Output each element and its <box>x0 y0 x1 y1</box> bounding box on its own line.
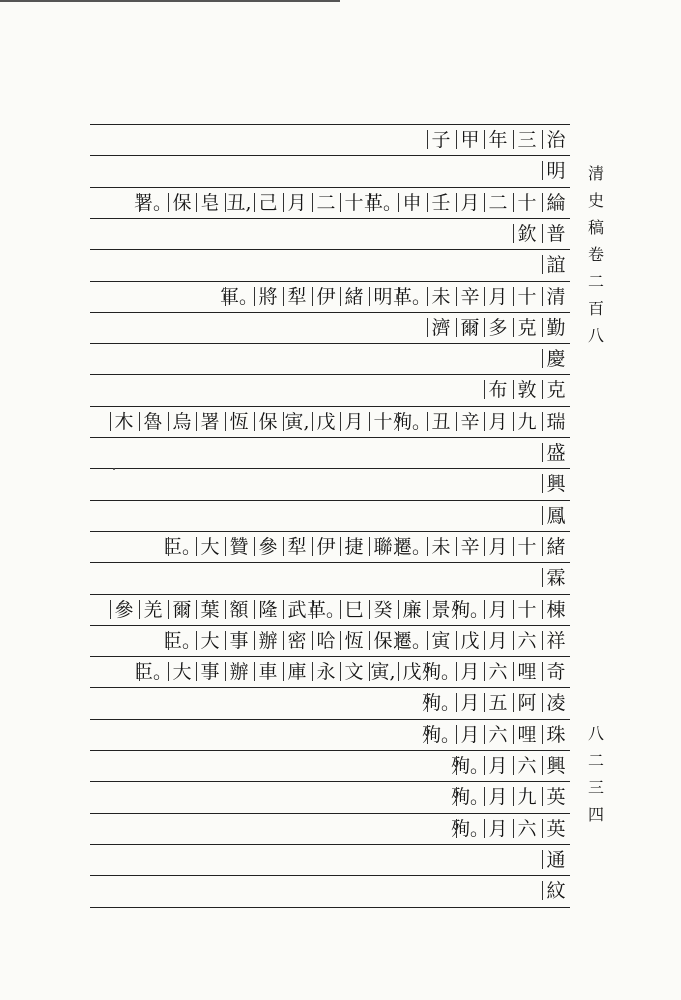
table-cell: 木 <box>110 410 138 434</box>
table-cell: 殉。 <box>422 723 461 746</box>
table-cell: 殉。 <box>393 410 432 433</box>
table-cell: 綸 <box>542 191 570 215</box>
table-cell: 殉。 <box>451 785 490 808</box>
table-cell: 六 <box>513 754 541 778</box>
table-row <box>90 598 570 622</box>
table-cell: 九 <box>513 410 541 434</box>
table-cell: 十 <box>340 191 368 215</box>
table-row <box>90 723 570 747</box>
table-cell: 犁 <box>283 285 311 309</box>
row-rule <box>90 813 570 814</box>
table-cell: 英 <box>542 785 570 809</box>
table-cell: 紋 <box>542 879 570 903</box>
table-row <box>90 441 570 465</box>
table-cell: 車 <box>254 660 282 684</box>
row-rule <box>90 343 570 344</box>
table-cell: 敦 <box>513 378 541 402</box>
row-rule <box>90 124 570 125</box>
table-cell: 密 <box>283 629 311 653</box>
table-cell: 伊 <box>312 535 340 559</box>
table-cell: 辛 <box>456 410 484 434</box>
row-rule <box>90 374 570 375</box>
table-cell: 慶 <box>542 347 570 371</box>
table-row <box>90 285 570 309</box>
table-cell: 大 <box>196 629 224 653</box>
table-cell: 緒 <box>542 535 570 559</box>
table-cell: 月 <box>456 723 484 747</box>
table-cell: 丑, <box>226 191 252 214</box>
row-rule <box>90 781 570 782</box>
official-roster-table <box>90 124 570 908</box>
table-cell: 子 <box>427 128 455 152</box>
table-cell: 清 <box>542 285 570 309</box>
table-cell: 保 <box>254 410 282 434</box>
table-cell: 戊 <box>456 629 484 653</box>
table-cell: 月 <box>484 754 512 778</box>
table-cell: 隆 <box>254 598 282 622</box>
table-cell: 十 <box>513 191 541 215</box>
table-cell: 月 <box>456 691 484 715</box>
table-cell: 大 <box>196 535 224 559</box>
row-rule <box>90 687 570 688</box>
table-cell: 珠 <box>542 723 570 747</box>
table-cell: 戊 <box>312 410 340 434</box>
table-cell: 癸 <box>369 598 397 622</box>
table-row <box>90 378 570 402</box>
table-cell: 殉。 <box>451 598 490 621</box>
table-cell: 阿 <box>513 691 541 715</box>
table-cell: 恆 <box>340 629 368 653</box>
table-cell: 辛 <box>456 285 484 309</box>
table-cell: 月 <box>456 191 484 215</box>
table-cell: 二 <box>312 191 340 215</box>
table-cell: 治 <box>542 128 570 152</box>
table-cell: 臣。 <box>163 629 202 652</box>
table-cell: 參 <box>254 535 282 559</box>
table-cell: 緒 <box>340 285 368 309</box>
table-cell: 克 <box>513 316 541 340</box>
table-cell: 哈 <box>312 629 340 653</box>
table-cell: 英 <box>542 817 570 841</box>
table-cell: 興 <box>542 472 570 496</box>
row-rule <box>90 844 570 845</box>
table-row <box>90 691 570 715</box>
table-cell: 文 <box>340 660 368 684</box>
row-rule <box>90 656 570 657</box>
table-cell: 辦 <box>254 629 282 653</box>
table-cell: 革。 <box>364 191 403 214</box>
table-row <box>90 191 570 215</box>
table-cell: 魯 <box>139 410 167 434</box>
table-cell: 將 <box>254 285 282 309</box>
table-cell: 奇 <box>542 660 570 684</box>
table-cell: 署 <box>196 410 224 434</box>
row-rule <box>90 249 570 250</box>
table-row <box>90 879 570 903</box>
table-cell: 十 <box>513 285 541 309</box>
table-cell: 申 <box>398 191 426 215</box>
table-cell: 月 <box>484 535 512 559</box>
table-cell: 通 <box>542 848 570 872</box>
table-cell: 凌 <box>542 691 570 715</box>
table-cell: 月 <box>484 629 512 653</box>
table-cell: 壬 <box>427 191 455 215</box>
table-cell: 十 <box>513 598 541 622</box>
table-cell: 明 <box>369 285 397 309</box>
table-row <box>90 253 570 277</box>
row-rule <box>90 594 570 595</box>
table-row <box>90 410 570 434</box>
table-cell: 永 <box>312 660 340 684</box>
table-cell: 爾 <box>168 598 196 622</box>
table-row <box>90 316 570 340</box>
table-cell: 五 <box>484 691 512 715</box>
table-cell: 犁 <box>283 535 311 559</box>
page-number: 八 二 三 四 <box>587 724 604 824</box>
row-rule <box>90 155 570 156</box>
table-cell: 月 <box>484 598 512 622</box>
table-cell: 丑 <box>427 410 455 434</box>
table-cell: 皂 <box>196 191 224 215</box>
table-cell: 臣。 <box>134 660 173 683</box>
table-cell: 景 <box>427 598 455 622</box>
table-row <box>90 472 570 496</box>
table-cell: 勤 <box>542 316 570 340</box>
table-cell: 六 <box>513 817 541 841</box>
table-cell: 月 <box>484 285 512 309</box>
table-cell: 羌 <box>139 598 167 622</box>
table-row <box>90 504 570 528</box>
table-cell: 欽 <box>513 222 541 246</box>
table-cell: 未 <box>427 535 455 559</box>
table-cell: 九 <box>513 785 541 809</box>
table-cell: 巳 <box>340 598 368 622</box>
row-rule <box>90 218 570 219</box>
top-rule <box>0 0 340 2</box>
table-cell: 棟 <box>542 598 570 622</box>
row-rule <box>90 625 570 626</box>
table-row <box>90 159 570 183</box>
table-row <box>90 347 570 371</box>
table-cell: 聯 <box>369 535 397 559</box>
row-rule <box>90 500 570 501</box>
table-cell: 二 <box>484 191 512 215</box>
table-cell: 月 <box>283 191 311 215</box>
table-cell: 祥 <box>542 629 570 653</box>
table-cell: 瑞 <box>542 410 570 434</box>
table-cell: 殉。 <box>451 817 490 840</box>
table-cell: 己 <box>254 191 282 215</box>
table-cell: 十 <box>513 535 541 559</box>
table-cell: 保 <box>369 629 397 653</box>
table-cell: 月 <box>484 410 512 434</box>
table-cell: 庫 <box>283 660 311 684</box>
table-cell: 十 <box>369 410 397 434</box>
table-cell: 六 <box>484 660 512 684</box>
table-cell: 克 <box>542 378 570 402</box>
table-cell: 捷 <box>340 535 368 559</box>
table-cell: 額 <box>225 598 253 622</box>
table-cell: 保 <box>168 191 196 215</box>
table-cell: 戊 <box>398 660 426 684</box>
table-cell: 恆 <box>225 410 253 434</box>
table-row <box>90 848 570 872</box>
row-rule <box>90 875 570 876</box>
table-cell: 多 <box>484 316 512 340</box>
table-cell: 普 <box>542 222 570 246</box>
table-cell: 月 <box>484 817 512 841</box>
table-cell: 遷。 <box>393 535 432 558</box>
table-cell: 濟 <box>427 316 455 340</box>
table-cell: 明 <box>542 159 570 183</box>
table-row <box>90 629 570 653</box>
table-cell: 遷。 <box>393 629 432 652</box>
table-cell: 鳳 <box>542 504 570 528</box>
row-rule <box>90 406 570 407</box>
table-cell: 寅 <box>427 629 455 653</box>
ink-speck <box>113 468 115 470</box>
table-cell: 年 <box>484 128 512 152</box>
table-cell: 寅, <box>370 660 396 683</box>
table-cell: 廉 <box>398 598 426 622</box>
row-rule <box>90 750 570 751</box>
table-cell: 盛 <box>542 441 570 465</box>
row-rule <box>90 907 570 908</box>
table-cell: 事 <box>225 629 253 653</box>
table-cell: 殉。 <box>422 691 461 714</box>
table-cell: 月 <box>484 785 512 809</box>
table-cell: 寅, <box>284 410 310 433</box>
row-rule <box>90 437 570 438</box>
table-cell: 臣。 <box>163 535 202 558</box>
table-cell: 參 <box>110 598 138 622</box>
table-cell: 霖 <box>542 566 570 590</box>
table-row <box>90 566 570 590</box>
table-cell: 烏 <box>168 410 196 434</box>
table-cell: 革。 <box>393 285 432 308</box>
table-cell: 哩 <box>513 723 541 747</box>
table-cell: 革。 <box>307 598 346 621</box>
table-cell: 未 <box>427 285 455 309</box>
table-cell: 辛 <box>456 535 484 559</box>
table-row <box>90 128 570 152</box>
row-rule <box>90 312 570 313</box>
table-cell: 軍。 <box>220 285 259 308</box>
running-title: 清 史 稿 卷 二 百 八 <box>587 164 604 345</box>
table-cell: 伊 <box>312 285 340 309</box>
table-row <box>90 535 570 559</box>
table-cell: 殉。 <box>451 754 490 777</box>
table-cell: 爾 <box>456 316 484 340</box>
table-cell: 六 <box>513 629 541 653</box>
row-rule <box>90 719 570 720</box>
row-rule <box>90 531 570 532</box>
table-cell: 興 <box>542 754 570 778</box>
row-rule <box>90 562 570 563</box>
table-cell: 事 <box>196 660 224 684</box>
table-cell: 布 <box>484 378 512 402</box>
table-row <box>90 660 570 684</box>
table-cell: 誼 <box>542 253 570 277</box>
table-cell: 殉。 <box>422 660 461 683</box>
table-cell: 月 <box>340 410 368 434</box>
table-cell: 贊 <box>225 535 253 559</box>
row-rule <box>90 468 570 469</box>
table-cell: 辦 <box>225 660 253 684</box>
table-cell: 署。 <box>134 191 173 214</box>
table-cell: 月 <box>456 660 484 684</box>
table-cell: 哩 <box>513 660 541 684</box>
table-cell: 武 <box>283 598 311 622</box>
table-cell: 甲 <box>456 128 484 152</box>
table-row <box>90 754 570 778</box>
table-cell: 葉 <box>196 598 224 622</box>
table-row <box>90 817 570 841</box>
table-row <box>90 222 570 246</box>
table-row <box>90 785 570 809</box>
table-cell: 三 <box>513 128 541 152</box>
row-rule <box>90 187 570 188</box>
row-rule <box>90 281 570 282</box>
table-cell: 大 <box>168 660 196 684</box>
table-cell: 六 <box>484 723 512 747</box>
